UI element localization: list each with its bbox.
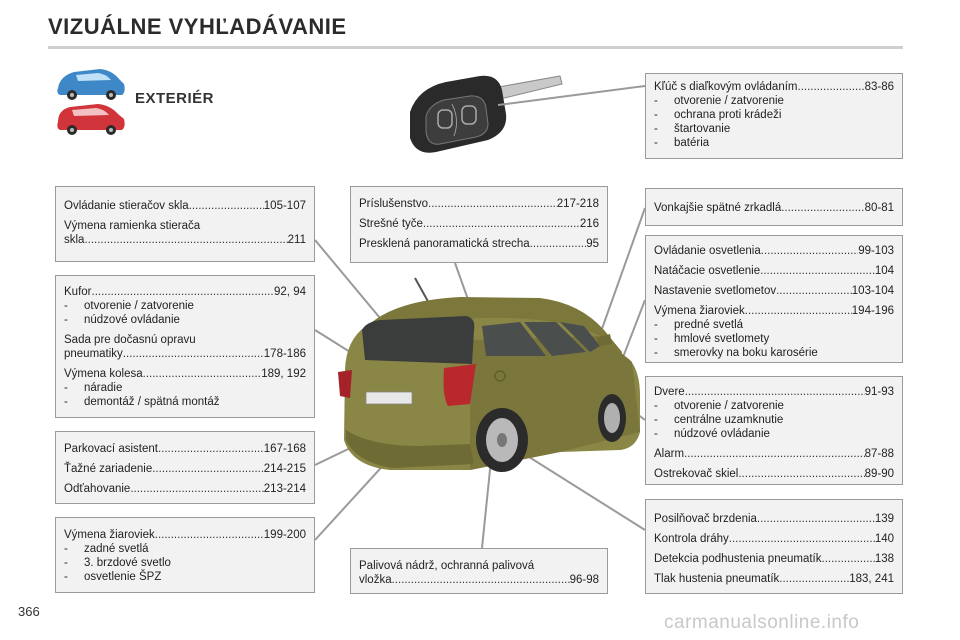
- entry-wiper-controls: Ovládanie stieračov skla ..... 105-107: [64, 199, 306, 213]
- box-mirrors: [645, 188, 903, 226]
- entry-brake-assist: Posilňovač brzdenia ..... 139: [654, 512, 894, 526]
- entry-towing: Odťahovanie ..... 213-214: [64, 482, 306, 496]
- car-rear-illustration: [338, 278, 640, 472]
- entry-lighting-controls: Ovládanie osvetlenia ..... 99-103: [654, 244, 894, 258]
- page-title: VIZUÁLNE VYHĽADÁVANIE: [48, 14, 347, 39]
- entry-doors: Dvere ..... 91-93 - otvorenie / zatvorenie - centrálne uzamknutie - núdzové ovládanie: [654, 385, 894, 441]
- entry-title: Kľúč s diaľkovým ovládaním: [654, 81, 798, 93]
- entry-boot: Kufor ..... 92, 94 - otvorenie / zatvorenie - núdzové ovládanie: [64, 285, 306, 327]
- entry-panoramic-roof: Presklená panoramatická strecha ..... 95: [359, 237, 599, 251]
- remote-key-icon: [410, 76, 562, 153]
- entry-mirrors: Vonkajšie spätné zrkadlá ..... 80-81: [654, 201, 894, 215]
- sub-item: - otvorenie / zatvorenie: [654, 95, 784, 107]
- entry-repair-kit: Sada pre dočasnú opravu pneumatiky ..... 178-186: [64, 333, 306, 361]
- entry-fuel-tank: Palivová nádrž, ochranná palivová vložka ..... 96-98: [359, 559, 599, 587]
- entry-roof-bars: Strešné tyče ..... 216: [359, 217, 599, 231]
- section-label: EXTERIÉR: [135, 90, 215, 107]
- box-rear-bulbs: [55, 517, 315, 593]
- blue-car-icon: [57, 69, 124, 100]
- entry-wheel-change: Výmena kolesa ..... 189, 192 - náradie - demontáž / spätná montáž: [64, 367, 306, 409]
- box-brakes: [645, 499, 903, 594]
- box-accessories: [350, 186, 608, 263]
- entry-alarm: Alarm ..... 87-88: [654, 447, 894, 461]
- entry-trajectory-control: Kontrola dráhy ..... 140: [654, 532, 894, 546]
- entry-parking-sensors: Parkovací asistent ..... 167-168: [64, 442, 306, 456]
- entry-towbar: Ťažné zariadenie ..... 214-215: [64, 462, 306, 476]
- red-car-icon: [57, 104, 124, 135]
- entry-front-bulbs: Výmena žiaroviek ..... 194-196 - predné svetlá - hmlové svetlomety - smerovky na boku karosérie: [654, 304, 894, 360]
- entry-directional-lighting: Natáčacie osvetlenie ..... 104: [654, 264, 894, 278]
- box-doors: [645, 376, 903, 485]
- sub-item: - štartovanie: [654, 123, 731, 135]
- box-parking: [55, 431, 315, 504]
- page-number: 366: [18, 604, 40, 619]
- entry-wiper-blade: Výmena ramienka stierača skla ..... 211: [64, 219, 306, 247]
- entry-pages: 83-86: [864, 81, 894, 93]
- box-remote-key: [645, 73, 903, 159]
- sub-item: - ochrana proti krádeži: [654, 109, 782, 121]
- box-wipers: [55, 186, 315, 262]
- entry-headlamp-adjust: Nastavenie svetlometov ..... 103-104: [654, 284, 894, 298]
- entry-rear-bulbs: Výmena žiaroviek ..... 199-200 - zadné svetlá - 3. brzdové svetlo - osvetlenie ŠPZ: [64, 528, 306, 584]
- box-lighting: [645, 235, 903, 363]
- entry-washer: Ostrekovač skiel ..... 89-90: [654, 467, 894, 481]
- box-boot: [55, 275, 315, 418]
- entry-tyre-pressure: Tlak hustenia pneumatík ..... 183, 241: [654, 572, 894, 586]
- entry-accessories: Príslušenstvo ..... 217-218: [359, 197, 599, 211]
- watermark: carmanualsonline.info: [664, 612, 860, 633]
- sub-item: - batéria: [654, 137, 710, 149]
- box-fuel: [350, 548, 608, 594]
- entry-underinflation: Detekcia podhustenia pneumatík ..... 138: [654, 552, 894, 566]
- entry-remote-key: [654, 80, 894, 150]
